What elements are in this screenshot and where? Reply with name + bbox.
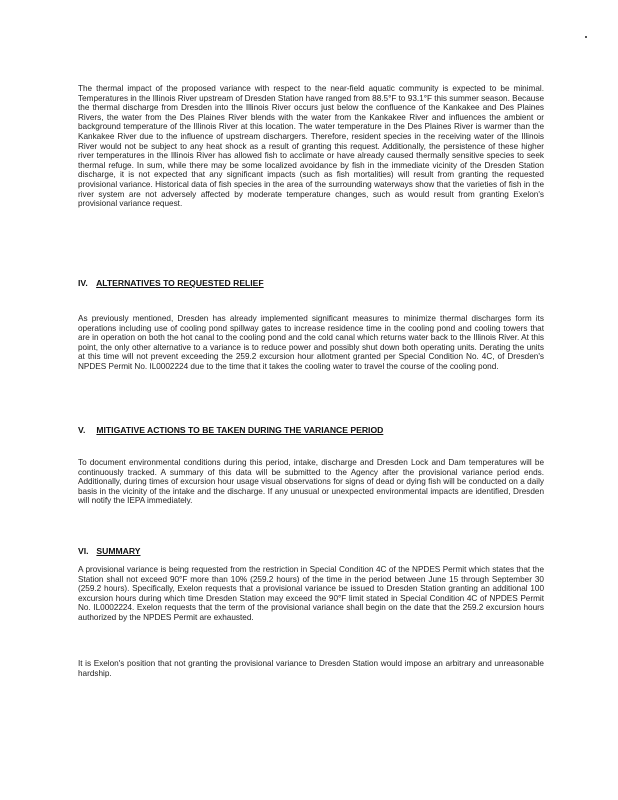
summary-paragraph: A provisional variance is being requested from the restriction in Special Condition 4C of the NPDES Permit which states that the Station shall not exceed 90°F more than 10% (259.2 hours) of the time in the period between June 15 through September 30 (259.2 hours). Specifically, Exelon requests that a provisional variance be issued to Dresden Station granting an additional 100 excursion hours during which time Dresden Station may exceed the 90°F limit stated in Special Condition 4C of NPDES Permit No. IL0002224. Exelon requests that the term of the provisional variance shall begin on the date that the 259.2 excursion hours authorized by the NPDES Permit are exhausted.: [78, 565, 544, 622]
section-iv-number: IV.: [78, 278, 88, 288]
section-vi-heading: [78, 546, 140, 556]
section-vi-number: VI.: [78, 546, 89, 556]
section-v-title: MITIGATIVE ACTIONS TO BE TAKEN DURING THE VARIANCE PERIOD: [96, 425, 384, 435]
thermal-impact-paragraph: The thermal impact of the proposed variance with respect to the near-field aquatic community is expected to be minimal. Temperatures in the Illinois River upstream of Dresden Station have ranged from 88.5°F to 93.1°F this summer season. Because the thermal discharge from Dresden into the Illinois River occurs just below the confluence of the Kankakee and Des Plaines Rivers, the water from the Des Plaines River blends with the water from the Kankakee River and influences the ambient or background temperature of the Illinois River at this location. The water temperature in the Des Plaines River is warmer than the Kankakee River due to the influence of upstream dischargers. Therefore, resident species in the receiving water of the Illinois River would not be subject to any heat shock as a result of granting this request. Additionally, the persistence of these higher river temperatures in the Illinois River has allowed fish to acclimate or have already caused thermally sensitive species to seek thermal refuge. In sum, while there may be some localized avoidance by fish in the immediate vicinity of the Dresden Station discharge, it is not expected that any significant impacts (such as fish mortalities) will result from granting the requested provisional variance. Historical data of fish species in the area of the surrounding waterways show that the varieties of fish in the river system are not adversely affected by moderate temperature changes, such as would result from granting Exelon's provisional variance request.: [78, 84, 544, 209]
section-iv-heading: [78, 278, 264, 288]
section-v-heading: [78, 425, 383, 435]
section-v-number: V.: [78, 425, 86, 435]
position-paragraph: It is Exelon's position that not granting the provisional variance to Dresden Station would impose an arbitrary and unreasonable hardship.: [78, 659, 544, 678]
section-vi-title: SUMMARY: [96, 546, 141, 556]
scan-mark: [585, 36, 587, 38]
mitigative-actions-paragraph: To document environmental conditions during this period, intake, discharge and Dresden Lock and Dam temperatures will be continuously tracked. A summary of this data will be submitted to the Agency after the provisional variance period ends. Additionally, during times of excursion hour usage visual observations for signs of dead or dying fish will be conducted on a daily basis in the vicinity of the intake and the discharge. If any unusual or unexpected environmental impacts are identified, Dresden will notify the IEPA immediately.: [78, 458, 544, 506]
alternatives-paragraph: As previously mentioned, Dresden has already implemented significant measures to minimize thermal discharges form its operations including use of cooling pond spillway gates to increase residence time in the cooling pond and cooling towers that are in operation on both the hot canal to the cooling pond and the cold canal which returns water back to the Illinois River. At this point, the only other alternative to a variance is to reduce power and possibly shut down both operating units. Derating the units at this time will not prevent exceeding the 259.2 excursion hour allotment granted per Special Condition No. 4C, of Dresden's NPDES Permit No. IL0002224 due to the time that it takes the cooling water to travel the course of the cooling pond.: [78, 314, 544, 371]
section-iv-title: ALTERNATIVES TO REQUESTED RELIEF: [96, 278, 264, 288]
